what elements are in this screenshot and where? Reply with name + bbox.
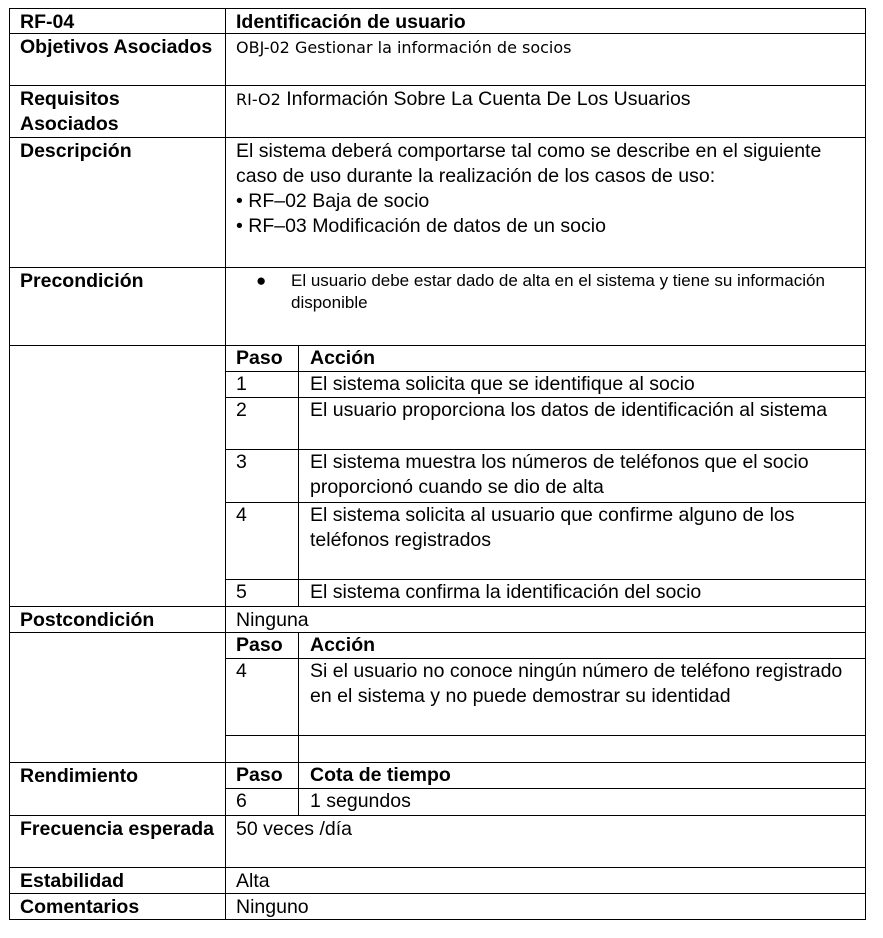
step-action: El sistema solicita al usuario que confirme alguno de los teléfonos registrados <box>310 503 795 551</box>
row-objetivos <box>9 34 866 86</box>
descripcion-cell <box>226 138 865 267</box>
secuencia-label <box>10 346 226 606</box>
descripcion-item: • RF–02 Baja de socio <box>236 190 430 212</box>
time-bound: 1 segundos <box>310 790 411 812</box>
table-row <box>226 503 865 581</box>
step-action: El sistema solicita que se identifique al socio <box>310 373 695 395</box>
objetivos-label: Objetivos Asociados <box>10 34 226 85</box>
table-row <box>226 789 865 815</box>
rendimiento-label: Rendimiento <box>10 763 226 815</box>
row-postcondicion <box>9 607 866 633</box>
requirement-table <box>9 8 866 920</box>
step-number: 6 <box>226 789 299 815</box>
requisitos-value-cell <box>226 86 865 137</box>
descripcion-item: • RF–03 Modificación de datos de un socio <box>236 215 606 237</box>
table-row <box>226 450 865 503</box>
row-requisitos <box>9 86 866 138</box>
precondicion-text: El usuario debe estar dado de alta en el sistema y tiene su información disponible <box>291 271 825 312</box>
row-precondicion <box>9 268 866 346</box>
header-paso: Paso <box>226 346 299 371</box>
comentarios-value: Ninguno <box>236 896 309 918</box>
header-paso: Paso <box>226 763 299 788</box>
row-comentarios <box>9 894 866 920</box>
header-accion: Acción <box>310 347 376 369</box>
table-row <box>226 398 865 450</box>
requisitos-label: Requisitos Asociados <box>10 86 226 137</box>
requisitos-code: RI-O2 <box>236 90 281 109</box>
postcondicion-label: Postcondición <box>10 607 226 632</box>
postcondicion-value: Ninguna <box>236 609 309 631</box>
header-paso: Paso <box>226 633 299 658</box>
row-id <box>9 8 866 34</box>
table-header <box>226 346 865 372</box>
step-number <box>226 736 299 762</box>
step-number: 4 <box>226 659 299 735</box>
header-accion: Acción <box>310 634 376 656</box>
step-action <box>299 736 865 762</box>
list-item <box>256 270 865 314</box>
row-secuencia <box>9 346 866 607</box>
step-action: El sistema muestra los números de teléfonos que el socio proporcionó cuando se dio de alta <box>310 450 809 498</box>
step-action: El sistema confirma la identificación del socio <box>310 581 702 604</box>
step-number: 4 <box>226 503 299 580</box>
table-header <box>226 633 865 659</box>
estabilidad-label: Estabilidad <box>10 868 226 893</box>
table-header <box>226 763 865 789</box>
excepciones-label <box>10 633 226 762</box>
step-action: El usuario proporciona los datos de identificación al sistema <box>310 399 828 421</box>
comentarios-label: Comentarios <box>10 894 226 919</box>
descripcion-label: Descripción <box>10 138 226 267</box>
row-descripcion <box>9 138 866 268</box>
excepciones-table <box>226 633 865 762</box>
id-value: Identificación de usuario <box>236 11 466 33</box>
frecuencia-label: Frecuencia esperada <box>10 816 226 867</box>
row-frecuencia <box>9 816 866 868</box>
id-label: RF-04 <box>10 9 226 33</box>
step-number: 1 <box>226 372 299 397</box>
step-number: 2 <box>226 398 299 449</box>
rendimiento-table <box>226 763 865 815</box>
table-row <box>226 736 865 762</box>
precondicion-list <box>226 270 865 314</box>
row-rendimiento <box>9 763 866 816</box>
precondicion-cell <box>226 268 865 345</box>
row-estabilidad <box>9 868 866 894</box>
table-row <box>226 580 865 606</box>
objetivos-value: OBJ-02 Gestionar la información de socios <box>236 38 572 57</box>
row-excepciones <box>9 633 866 763</box>
descripcion-text: El sistema deberá comportarse tal como se describe en el siguiente caso de uso durante la realización de los casos de uso: <box>236 140 822 187</box>
secuencia-table <box>226 346 865 606</box>
bullet-icon: ● <box>256 271 267 290</box>
step-number: 3 <box>226 450 299 502</box>
header-cota: Cota de tiempo <box>310 764 451 786</box>
table-row <box>226 372 865 398</box>
frecuencia-value: 50 veces /día <box>236 818 352 840</box>
estabilidad-value: Alta <box>236 870 270 892</box>
requisitos-value: Información Sobre La Cuenta De Los Usuarios <box>286 88 691 110</box>
step-number: 5 <box>226 580 299 606</box>
step-action: Si el usuario no conoce ningún número de teléfono registrado en el sistema y no puede demostrar su identidad <box>310 660 843 707</box>
table-row <box>226 659 865 736</box>
precondicion-label: Precondición <box>10 268 226 345</box>
